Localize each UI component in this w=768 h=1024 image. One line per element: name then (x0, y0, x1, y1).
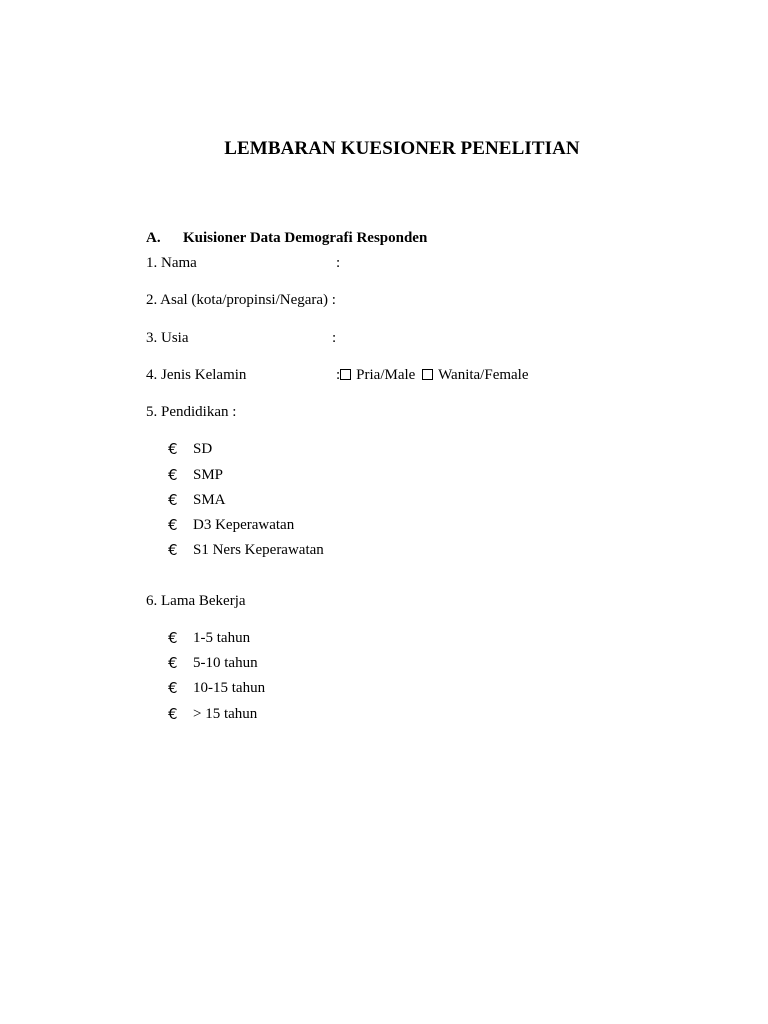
bullet-icon: € (168, 541, 178, 559)
field-gender-label: 4. Jenis Kelamin (146, 367, 247, 383)
lama-bekerja-option: 10-15 tahun (193, 680, 266, 696)
lama-bekerja-option: 1-5 tahun (193, 630, 251, 646)
section-a-number: A. (146, 230, 161, 246)
checkbox-male[interactable] (340, 369, 351, 380)
bullet-icon: € (168, 654, 178, 672)
bullet-icon: € (168, 466, 178, 484)
option-female-label: Wanita/Female (438, 367, 529, 383)
bullet-icon: € (168, 516, 178, 534)
bullet-icon: € (168, 705, 178, 723)
field-usia-label: 3. Usia (146, 330, 189, 346)
pendidikan-option: SD (193, 441, 213, 457)
field-lama-bekerja-label: 6. Lama Bekerja (146, 593, 246, 609)
field-nama-label: 1. Nama (146, 255, 197, 271)
page-title: LEMBARAN KUESIONER PENELITIAN (224, 138, 580, 159)
field-gender-colon: : (336, 367, 341, 383)
bullet-icon: € (168, 440, 178, 458)
field-pendidikan-label: 5. Pendidikan : (146, 404, 237, 420)
pendidikan-option: SMA (193, 492, 226, 508)
field-gender-options (336, 366, 529, 384)
bullet-icon: € (168, 491, 178, 509)
field-asal-label: 2. Asal (kota/propinsi/Negara) : (146, 292, 336, 308)
bullet-icon: € (168, 679, 178, 697)
bullet-icon: € (168, 629, 178, 647)
pendidikan-option: S1 Ners Keperawatan (193, 542, 324, 558)
option-male-label: Pria/Male (356, 367, 416, 383)
field-nama-colon: : (336, 255, 341, 271)
section-a-heading: Kuisioner Data Demografi Responden (183, 230, 428, 246)
pendidikan-option: D3 Keperawatan (193, 517, 295, 533)
field-usia-colon: : (332, 330, 337, 346)
lama-bekerja-option: > 15 tahun (193, 706, 258, 722)
lama-bekerja-option: 5-10 tahun (193, 655, 258, 671)
pendidikan-option: SMP (193, 467, 224, 483)
checkbox-female[interactable] (422, 369, 433, 380)
